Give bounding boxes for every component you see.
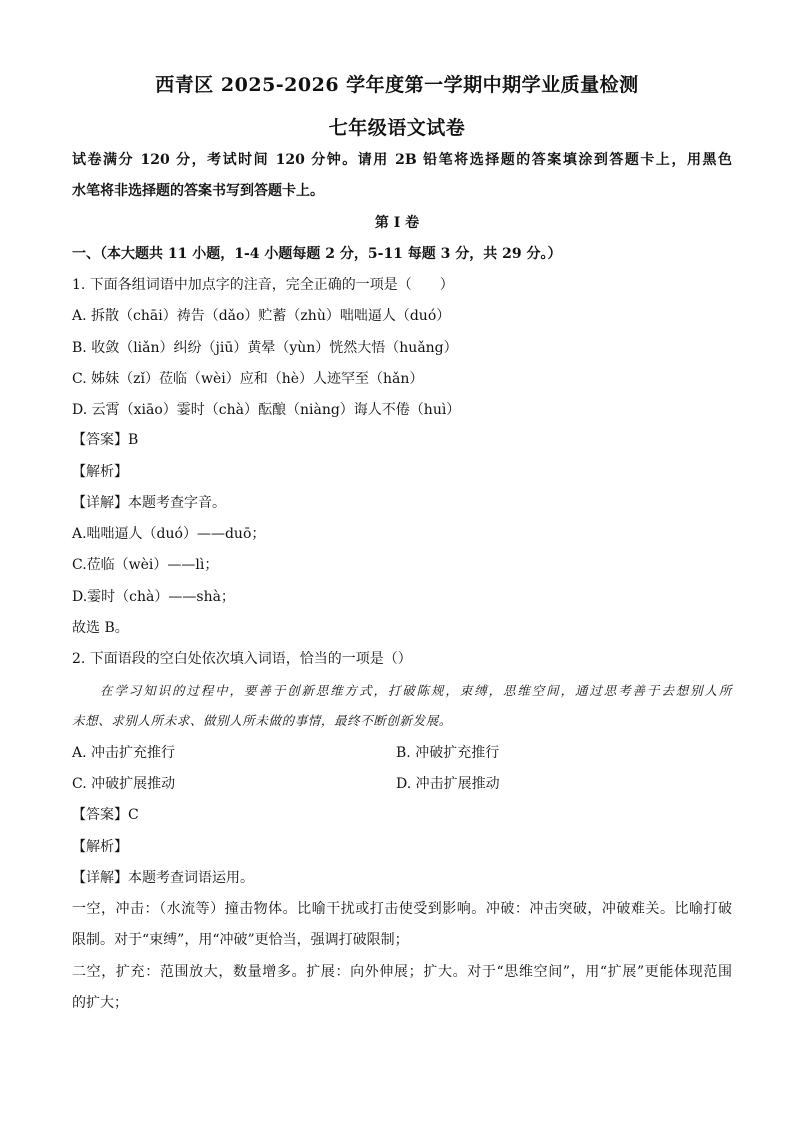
q2-answer: 【答案】C xyxy=(72,807,139,823)
q1-option-c: C. 姊妹（zǐ）莅临（wèi）应和（hè）人迹罕至（hǎn） xyxy=(72,371,424,387)
instructions-line-1: 试卷满分 120 分，考试时间 120 分钟。请用 2B 铅笔将选择题的答案填涂到答题卡上，用黑色 xyxy=(72,152,732,168)
q2-detail: 【详解】本题考查词语运用。 xyxy=(72,870,254,886)
section-heading: 一、（本大题共 11 小题，1-4 小题每题 2 分，5-11 每题 3 分，共 29 分。） xyxy=(72,246,562,262)
q2-option-d: D. 冲击扩展推动 xyxy=(396,776,500,792)
q1-analysis-label: 【解析】 xyxy=(72,464,128,480)
q2-option-b: B. 冲破扩充推行 xyxy=(396,745,500,761)
q2-stem: 2. 下面语段的空白处依次填入词语，恰当的一项是（） xyxy=(72,651,412,667)
q2-explain-1-line-2: 限制。对于“束缚”，用“冲破”更恰当，强调打破限制； xyxy=(72,932,409,948)
q2-analysis-label: 【解析】 xyxy=(72,839,128,855)
volume-heading: 第 I 卷 xyxy=(374,215,420,231)
q1-option-a: A. 拆散（chāi）祷告（dǎo）贮蓄（zhù）咄咄逼人（duó） xyxy=(72,308,451,324)
q2-passage-line-2: 未想、求别人所未求、做别人所未做的事情，最终不断创新发展。 xyxy=(72,713,452,728)
exam-subtitle: 七年级语文试卷 xyxy=(328,117,466,139)
q1-explain-a: A.咄咄逼人（duó）——duō； xyxy=(72,526,266,542)
q2-option-a: A. 冲击扩充推行 xyxy=(72,745,176,761)
q2-explain-2-line-2: 的扩大； xyxy=(72,995,128,1011)
q2-option-c: C. 冲破扩展推动 xyxy=(72,776,176,792)
q1-option-d: D. 云霄（xiāo）霎时（chà）酝酿（niàng）诲人不倦（huì） xyxy=(72,402,461,418)
q2-explain-2-line-1: 二空，扩充：范围放大，数量增多。扩展：向外伸展；扩大。对于“思维空间”，用“扩展”更能体现范围 xyxy=(72,964,732,980)
q1-option-b: B. 收敛（liǎn）纠纷（jiū）黄晕（yùn）恍然大悟（huǎng） xyxy=(72,340,458,356)
q2-explain-1-line-1: 一空，冲击：（水流等）撞击物体。比喻干扰或打击使受到影响。冲破：冲击突破，冲破难关。比喻打破 xyxy=(72,901,732,917)
exam-title: 西青区 2025-2026 学年度第一学期中期学业质量检测 xyxy=(155,74,639,96)
q1-detail: 【详解】本题考查字音。 xyxy=(72,495,226,511)
q1-answer: 【答案】B xyxy=(72,432,139,448)
q1-stem: 1. 下面各组词语中加点字的注音，完全正确的一项是（ ） xyxy=(72,277,454,293)
instructions-line-2: 水笔将非选择题的答案书写到答题卡上。 xyxy=(72,183,324,199)
q1-explain-d: D.霎时（chà）——shà； xyxy=(72,589,235,605)
q2-passage-line-1: 在学习知识的过程中，要善于创新思维方式，打破陈规，束缚，思维空间，通过思考善于去想别人所 xyxy=(100,683,732,698)
q1-conclusion: 故选 B。 xyxy=(72,620,129,636)
q1-explain-c: C.莅临（wèi）——lì； xyxy=(72,557,219,573)
